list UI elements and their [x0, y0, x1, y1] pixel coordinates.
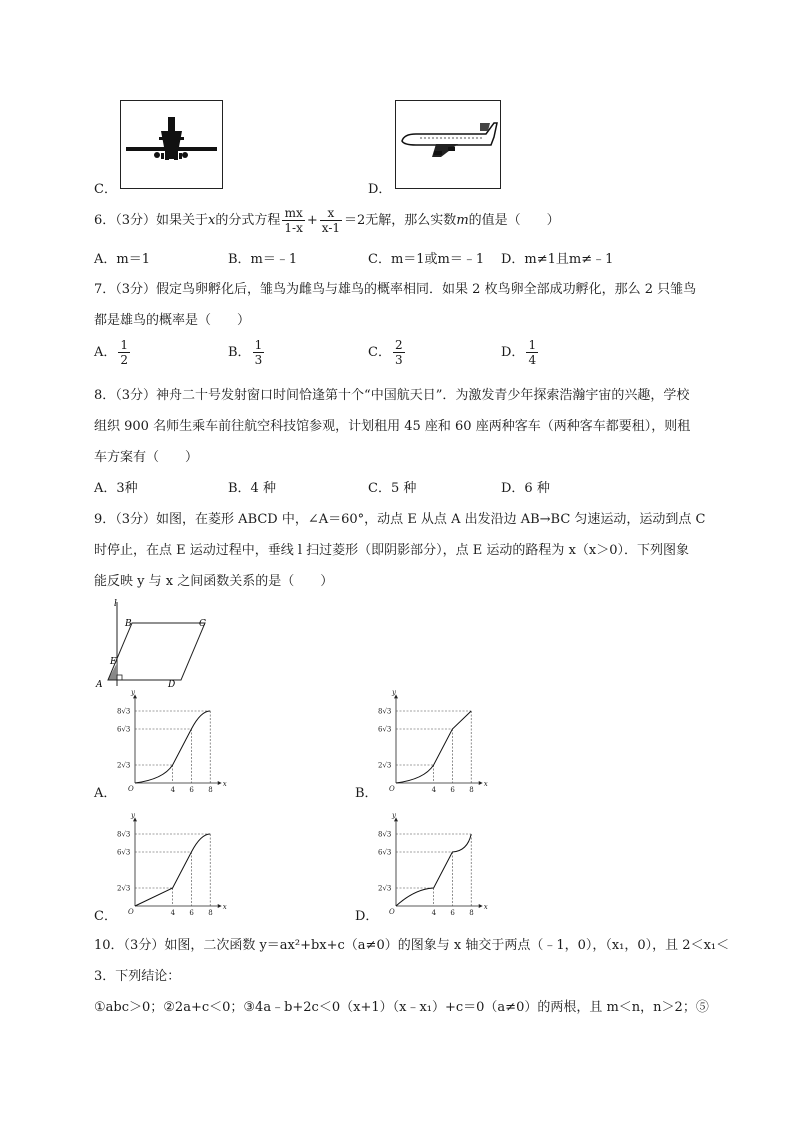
q7-a-den: 2	[120, 353, 129, 367]
y-tick-8sqrt3: 8√3	[117, 707, 131, 716]
q6-prefix: 6．（3分）如果关于	[94, 213, 209, 228]
q9-label-c: C	[199, 619, 206, 629]
y-tick-6sqrt3: 6√3	[117, 848, 131, 857]
y-axis-label: y	[392, 811, 396, 820]
q10-line-1: 10．（3分）如图，二次函数 y＝ax²+bx+c（a≠0）的图象与 x 轴交于两点（﹣1，0），（x₁，0），且 2＜x₁＜	[94, 938, 730, 953]
x-tick-6: 6	[450, 786, 455, 794]
x-tick-6: 6	[189, 909, 194, 917]
x-tick-6: 6	[450, 909, 455, 917]
x-tick-4: 4	[431, 909, 437, 917]
x-arrow-icon	[479, 781, 483, 785]
airliner-icon	[396, 101, 500, 188]
q9-label-d: D	[168, 680, 176, 690]
q9-line-1: 9．（3分）如图，在菱形 ABCD 中，∠A＝60°，动点 E 从点 A 出发沿边 AB→BC 匀速运动，运动到点 C	[94, 512, 706, 527]
x-axis-label: x	[483, 780, 488, 788]
y-axis-label: y	[131, 688, 135, 697]
q5-option-c-image	[120, 100, 223, 189]
q10-line-3: ①abc＞0；②2a+c＜0；③4a﹣b+2c＜0（x+1）（x﹣x₁）+c＝0（a≠0）的两根，且 m＜n，n＞2；⑤	[94, 1000, 709, 1015]
q10-line-2: 3．下列结论：	[94, 969, 181, 984]
q9-option-c-label[interactable]: C．	[94, 909, 117, 924]
q9-option-b-label[interactable]: B．	[355, 786, 378, 801]
q9-option-d-label[interactable]: D．	[355, 909, 379, 924]
q8-line-3: 车方案有（ ）	[94, 450, 199, 465]
q6-suffix: ＝2无解，那么实数	[344, 213, 457, 228]
q9-graph-d[interactable]	[376, 811, 498, 918]
q6-plus: +	[306, 213, 318, 228]
q7-d-den: 4	[528, 353, 537, 367]
q6-frac2-num: x	[320, 206, 342, 221]
q6-fraction-1	[282, 206, 304, 235]
q9-line-2: 时停止，在点 E 运动过程中，垂线 l 扫过菱形（即阴影部分），点 E 运动的路程为 x（x＞0）．下列图象	[94, 543, 689, 558]
q9-label-e: E	[110, 657, 117, 667]
q8-option-d[interactable]: D．6 种	[501, 481, 550, 496]
q7-option-b-fraction	[253, 338, 265, 367]
q9-option-a-label[interactable]: A．	[94, 786, 117, 801]
x-axis-label: x	[222, 903, 227, 911]
q7-b-num: 1	[254, 338, 263, 352]
y-tick-6sqrt3: 6√3	[117, 725, 131, 734]
q7-option-d-fraction	[526, 338, 538, 367]
x-arrow-icon	[218, 904, 222, 908]
origin-label: O	[128, 908, 134, 916]
q7-option-b-label: B．	[228, 345, 251, 360]
q6-frac1-den: 1-x	[284, 221, 303, 235]
q6-option-b[interactable]: B．m＝﹣1	[228, 252, 298, 267]
q7-option-b[interactable]	[228, 338, 266, 367]
y-tick-6sqrt3: 6√3	[378, 848, 392, 857]
q7-option-d[interactable]	[501, 338, 540, 367]
q5-option-c-label: C．	[94, 182, 117, 197]
q6-fraction-2	[320, 206, 342, 235]
x-axis-label: x	[483, 903, 488, 911]
q6-option-c[interactable]: C．m＝1或m＝﹣1	[368, 252, 485, 267]
y-tick-2sqrt3: 2√3	[117, 761, 131, 770]
q6-tail: 的值是（ ）	[468, 213, 560, 228]
q7-c-den: 3	[394, 353, 403, 367]
q9-line-3: 能反映 y 与 x 之间函数关系的是（ ）	[94, 574, 334, 589]
q6-option-a[interactable]: A．m＝1	[94, 252, 150, 267]
q6-mid: 的分式方程	[215, 213, 281, 228]
q8-option-b[interactable]: B．4 种	[228, 481, 276, 496]
q7-option-c-fraction	[393, 338, 405, 367]
x-tick-8: 8	[208, 786, 213, 794]
q5-option-d-image	[395, 100, 501, 189]
origin-label: O	[389, 785, 395, 793]
x-tick-4: 4	[431, 786, 437, 794]
q8-line-2: 组织 900 名师生乘车前往航空科技馆参观，计划租用 45 座和 60 座两种客车（两种客车都要租），则租	[94, 419, 691, 434]
q8-option-c[interactable]: C．5 种	[368, 481, 417, 496]
y-tick-8sqrt3: 8√3	[378, 707, 392, 716]
y-axis-label: y	[131, 811, 135, 820]
q6-var-m: m	[456, 213, 469, 228]
q9-label-l: l	[114, 599, 117, 609]
x-tick-6: 6	[189, 786, 194, 794]
y-tick-8sqrt3: 8√3	[378, 830, 392, 839]
x-axis-label: x	[222, 780, 227, 788]
x-tick-4: 4	[170, 909, 176, 917]
q7-line-1: 7．（3分）假定鸟卵孵化后，雏鸟为雌鸟与雄鸟的概率相同．如果 2 枚鸟卵全部成功孵化，那么 2 只雏鸟	[94, 282, 697, 297]
q7-d-num: 1	[528, 338, 537, 352]
x-tick-4: 4	[170, 786, 176, 794]
q6-option-d[interactable]: D．m≠1且m≠﹣1	[501, 252, 614, 267]
q8-line-1: 8．（3分）神舟二十号发射窗口时间恰逢第十个“中国航天日”．为激发青少年探索浩瀚宇宙的兴趣，学校	[94, 388, 690, 403]
q6-var-x: x	[208, 213, 216, 228]
x-arrow-icon	[479, 904, 483, 908]
origin-label: O	[389, 908, 395, 916]
q8-option-a[interactable]: A．3种	[94, 481, 138, 496]
q9-label-b: B	[125, 619, 132, 629]
q6-frac1-num: mx	[282, 206, 304, 221]
q7-b-den: 3	[254, 353, 263, 367]
q6-stem	[94, 206, 560, 235]
q5-option-d-label: D．	[368, 182, 392, 197]
origin-label: O	[128, 785, 134, 793]
q6-frac2-den: x-1	[321, 221, 341, 235]
q9-label-a: A	[96, 680, 103, 690]
q7-a-num: 1	[120, 338, 129, 352]
x-tick-8: 8	[208, 909, 213, 917]
q9-rhombus-figure	[92, 600, 222, 692]
fighter-jet-icon	[121, 101, 222, 188]
q9-graph-a[interactable]	[115, 688, 237, 795]
q7-option-a-label: A．	[94, 345, 117, 360]
y-tick-2sqrt3: 2√3	[378, 761, 392, 770]
y-tick-6sqrt3: 6√3	[378, 725, 392, 734]
x-tick-8: 8	[469, 786, 474, 794]
q7-option-d-label: D．	[501, 345, 525, 360]
y-tick-2sqrt3: 2√3	[378, 884, 392, 893]
q7-c-num: 2	[394, 338, 403, 352]
q7-option-a-fraction	[118, 338, 130, 367]
q7-option-c-label: C．	[368, 345, 391, 360]
x-tick-8: 8	[469, 909, 474, 917]
y-tick-2sqrt3: 2√3	[117, 884, 131, 893]
q7-line-2: 都是雄鸟的概率是（ ）	[94, 313, 251, 328]
q7-option-a[interactable]	[94, 338, 132, 367]
q7-option-c[interactable]	[368, 338, 407, 367]
y-tick-8sqrt3: 8√3	[117, 830, 131, 839]
q9-graph-c[interactable]	[115, 811, 237, 918]
q9-graph-b[interactable]	[376, 688, 498, 795]
x-arrow-icon	[218, 781, 222, 785]
y-axis-label: y	[392, 688, 396, 697]
